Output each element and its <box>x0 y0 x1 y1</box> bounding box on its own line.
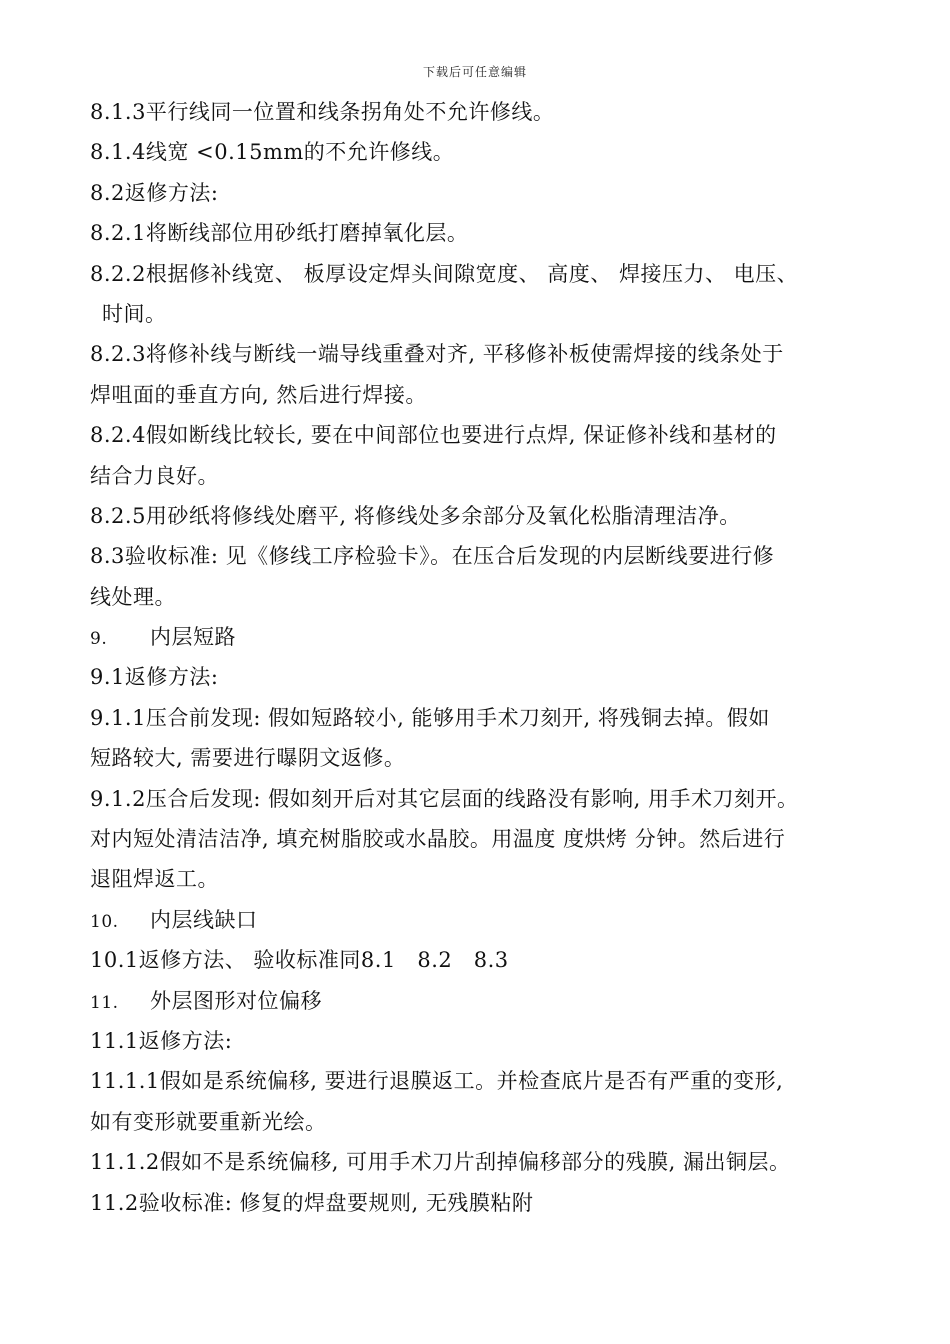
chapter-title: 内层短路 <box>150 625 236 650</box>
paragraph-line: 11.2验收标准: 修复的焊盘要规则, 无残膜粘附 <box>90 1190 534 1215</box>
chapter-title: 内层线缺口 <box>150 907 258 932</box>
paragraph-line: 时间。 <box>102 301 167 326</box>
chapter-heading <box>90 981 890 1021</box>
section-heading: 11.1返修方法: <box>90 1028 233 1053</box>
section-heading: 9.1返修方法: <box>90 665 219 690</box>
paragraph-line: 退阻焊返工。 <box>90 867 219 892</box>
chapter-title: 外层图形对位偏移 <box>150 988 322 1013</box>
paragraph-line: 8.2.3将修补线与断线一端导线重叠对齐, 平移修补板使需焊接的线条处于 <box>90 342 784 367</box>
paragraph-line: 11.1.2假如不是系统偏移, 可用手术刀片刮掉偏移部分的残膜, 漏出铜层。 <box>90 1150 791 1175</box>
paragraph-line: 8.2.1将断线部位用砂纸打磨掉氧化层。 <box>90 221 469 246</box>
paragraph-line: 8.2.4假如断线比较长, 要在中间部位也要进行点焊, 保证修补线和基材的 <box>90 423 777 448</box>
chapter-number: 10. <box>90 911 119 932</box>
paragraph-line: 线处理。 <box>90 584 176 609</box>
paragraph-line: 10.1返修方法、 验收标准同8.1 8.2 8.3 <box>90 948 509 973</box>
paragraph-line: 8.1.4线宽 <0.15mm的不允许修线。 <box>90 140 455 165</box>
paragraph-line: 8.2.5用砂纸将修线处磨平, 将修线处多余部分及氧化松脂清理洁净。 <box>90 503 741 528</box>
chapter-number: 9. <box>90 629 108 650</box>
paragraph-line: 9.1.2压合后发现: 假如刻开后对其它层面的线路没有影响, 用手术刀刻开。 <box>90 786 799 811</box>
paragraph-line: 9.1.1压合前发现: 假如短路较小, 能够用手术刀刻开, 将残铜去掉。假如 <box>90 705 770 730</box>
paragraph-line: 焊咀面的垂直方向, 然后进行焊接。 <box>90 382 427 407</box>
paragraph-line: 结合力良好。 <box>90 463 219 488</box>
document-body <box>90 92 890 1223</box>
paragraph-line: 8.1.3平行线同一位置和线条拐角处不允许修线。 <box>90 100 555 124</box>
chapter-heading <box>90 617 890 657</box>
paragraph-line: 对内短处清洁洁净, 填充树脂胶或水晶胶。用温度 度烘烤 分钟。然后进行 <box>90 827 786 852</box>
section-heading: 8.2返修方法: <box>90 180 219 205</box>
paragraph-line: 11.1.1假如是系统偏移, 要进行退膜返工。并检查底片是否有严重的变形, <box>90 1069 784 1094</box>
paragraph-line: 短路较大, 需要进行曝阴文返修。 <box>90 746 406 771</box>
chapter-number: 11. <box>90 992 119 1013</box>
page-header: 下载后可任意编辑 <box>422 65 527 79</box>
chapter-heading <box>90 900 890 940</box>
paragraph-line: 8.2.2根据修补线宽、 板厚设定焊头间隙宽度、 高度、 焊接压力、 电压、 <box>90 261 799 286</box>
paragraph-line: 如有变形就要重新光绘。 <box>90 1109 327 1134</box>
paragraph-line: 8.3验收标准: 见《修线工序检验卡》。在压合后发现的内层断线要进行修 <box>90 544 775 569</box>
